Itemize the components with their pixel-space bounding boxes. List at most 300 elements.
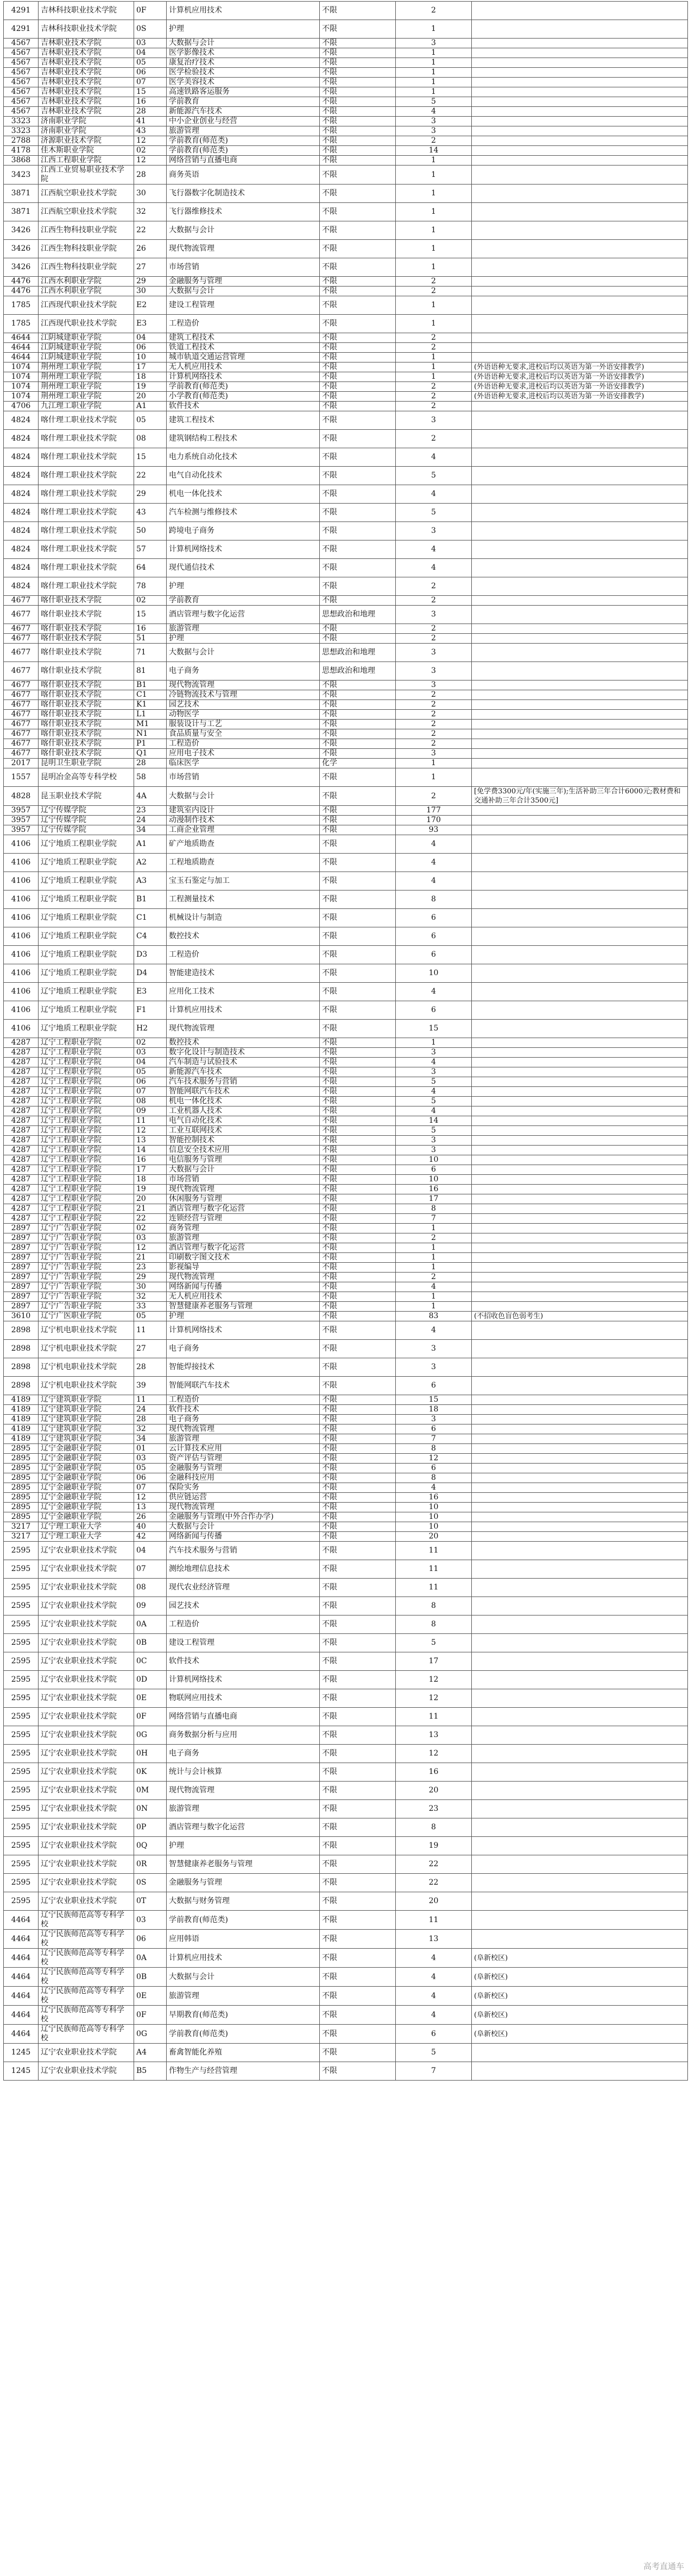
school-name-cell: 辽宁金融职业学院 bbox=[39, 1473, 134, 1483]
major-code-cell: 06 bbox=[134, 343, 167, 353]
subject-requirement-cell: 思想政治和地理 bbox=[320, 644, 396, 662]
major-name-cell: 机械设计与制造 bbox=[167, 909, 320, 927]
major-code-cell: 09 bbox=[134, 1106, 167, 1116]
major-code-cell: 28 bbox=[134, 759, 167, 768]
major-name-cell: 大数据与财务管理 bbox=[167, 1892, 320, 1911]
school-name-cell: 喀什职业技术学院 bbox=[39, 596, 134, 606]
plan-count-cell: 8 bbox=[396, 1615, 472, 1634]
table-row bbox=[4, 559, 688, 577]
remark-cell: (阜新校区) bbox=[472, 2006, 688, 2025]
major-code-cell: 4A bbox=[134, 787, 167, 806]
subject-requirement-cell: 不限 bbox=[320, 1874, 396, 1892]
major-code-cell: E3 bbox=[134, 315, 167, 333]
major-code-cell: 02 bbox=[134, 596, 167, 606]
table-row bbox=[4, 1763, 688, 1782]
major-code-cell: 41 bbox=[134, 117, 167, 126]
school-name-cell: 喀什理工职业技术学院 bbox=[39, 577, 134, 596]
major-name-cell: 电子商务 bbox=[167, 1340, 320, 1358]
school-code-cell: 4464 bbox=[4, 1968, 39, 1987]
school-code-cell: 4824 bbox=[4, 448, 39, 467]
school-code-cell: 2595 bbox=[4, 1597, 39, 1615]
plan-count-cell: 12 bbox=[396, 1454, 472, 1464]
remark-cell bbox=[472, 1377, 688, 1395]
plan-count-cell: 10 bbox=[396, 1175, 472, 1185]
major-name-cell: 冷链物流技术与管理 bbox=[167, 690, 320, 700]
plan-count-cell: 2 bbox=[396, 136, 472, 146]
table-row bbox=[4, 430, 688, 448]
table-row bbox=[4, 662, 688, 680]
major-name-cell: 金融服务与管理(中外合作办学) bbox=[167, 1512, 320, 1522]
major-name-cell: 智能网联汽车技术 bbox=[167, 1087, 320, 1097]
school-code-cell: 2898 bbox=[4, 1377, 39, 1395]
school-code-cell: 4287 bbox=[4, 1048, 39, 1058]
school-code-cell: 1785 bbox=[4, 296, 39, 315]
school-code-cell: 4567 bbox=[4, 48, 39, 58]
table-row bbox=[4, 1175, 688, 1185]
major-code-cell: 08 bbox=[134, 430, 167, 448]
subject-requirement-cell: 不限 bbox=[320, 1048, 396, 1058]
major-code-cell: E3 bbox=[134, 983, 167, 1001]
table-row bbox=[4, 596, 688, 606]
major-code-cell: 57 bbox=[134, 540, 167, 559]
subject-requirement-cell: 不限 bbox=[320, 1503, 396, 1512]
plan-count-cell: 7 bbox=[396, 2062, 472, 2081]
school-code-cell: 4824 bbox=[4, 522, 39, 540]
remark-cell bbox=[472, 1067, 688, 1077]
major-code-cell: 02 bbox=[134, 1038, 167, 1048]
major-code-cell: 28 bbox=[134, 166, 167, 185]
plan-count-cell: 4 bbox=[396, 540, 472, 559]
major-name-cell: 工程造价 bbox=[167, 1395, 320, 1405]
school-name-cell: 辽宁地质工程职业学院 bbox=[39, 1001, 134, 1020]
school-name-cell: 辽宁传媒学院 bbox=[39, 806, 134, 816]
major-code-cell: 05 bbox=[134, 1464, 167, 1473]
plan-count-cell: 4 bbox=[396, 1949, 472, 1968]
subject-requirement-cell: 不限 bbox=[320, 382, 396, 392]
plan-count-cell: 20 bbox=[396, 1782, 472, 1800]
school-code-cell: 4106 bbox=[4, 891, 39, 909]
major-code-cell: 07 bbox=[134, 1087, 167, 1097]
remark-cell bbox=[472, 411, 688, 430]
plan-count-cell: 2 bbox=[396, 729, 472, 739]
table-row bbox=[4, 1597, 688, 1615]
subject-requirement-cell: 不限 bbox=[320, 1968, 396, 1987]
major-code-cell: 58 bbox=[134, 768, 167, 787]
school-code-cell: 4824 bbox=[4, 577, 39, 596]
remark-cell bbox=[472, 806, 688, 816]
remark-cell bbox=[472, 1473, 688, 1483]
remark-cell bbox=[472, 1097, 688, 1106]
school-code-cell: 4287 bbox=[4, 1067, 39, 1077]
subject-requirement-cell: 不限 bbox=[320, 39, 396, 48]
school-name-cell: 辽宁工程职业学院 bbox=[39, 1194, 134, 1204]
major-code-cell: 34 bbox=[134, 825, 167, 835]
plan-count-cell: 170 bbox=[396, 816, 472, 825]
subject-requirement-cell: 不限 bbox=[320, 117, 396, 126]
remark-cell bbox=[472, 126, 688, 136]
major-code-cell: C1 bbox=[134, 690, 167, 700]
school-name-cell: 辽宁工程职业学院 bbox=[39, 1116, 134, 1126]
table-row bbox=[4, 362, 688, 372]
subject-requirement-cell: 不限 bbox=[320, 20, 396, 39]
remark-cell bbox=[472, 1424, 688, 1434]
remark-cell bbox=[472, 1542, 688, 1560]
plan-count-cell: 20 bbox=[396, 1892, 472, 1911]
plan-count-cell: 2 bbox=[396, 739, 472, 749]
plan-count-cell: 3 bbox=[396, 749, 472, 759]
major-code-cell: 21 bbox=[134, 1204, 167, 1214]
subject-requirement-cell: 不限 bbox=[320, 136, 396, 146]
table-row bbox=[4, 448, 688, 467]
plan-count-cell: 2 bbox=[396, 700, 472, 710]
major-name-cell: 无人机应用技术 bbox=[167, 362, 320, 372]
school-code-cell: 4464 bbox=[4, 2025, 39, 2044]
subject-requirement-cell: 不限 bbox=[320, 78, 396, 87]
school-name-cell: 辽宁工程职业学院 bbox=[39, 1097, 134, 1106]
major-name-cell: 建设工程管理 bbox=[167, 296, 320, 315]
school-name-cell: 辽宁农业职业技术学院 bbox=[39, 1560, 134, 1579]
school-name-cell: 荆州理工职业学院 bbox=[39, 372, 134, 382]
table-row bbox=[4, 146, 688, 156]
major-name-cell: 物联网应用技术 bbox=[167, 1689, 320, 1708]
plan-count-cell: 8 bbox=[396, 1818, 472, 1837]
school-code-cell: 2595 bbox=[4, 1874, 39, 1892]
major-code-cell: 22 bbox=[134, 1214, 167, 1224]
subject-requirement-cell: 不限 bbox=[320, 1652, 396, 1671]
major-code-cell: 71 bbox=[134, 644, 167, 662]
major-name-cell: 汽车技术服务与营销 bbox=[167, 1077, 320, 1087]
major-name-cell: 应用化工技术 bbox=[167, 983, 320, 1001]
subject-requirement-cell: 不限 bbox=[320, 1726, 396, 1745]
school-code-cell: 4106 bbox=[4, 946, 39, 964]
school-name-cell: 辽宁广告职业学院 bbox=[39, 1233, 134, 1243]
major-code-cell: 0S bbox=[134, 1874, 167, 1892]
table-row bbox=[4, 68, 688, 78]
table-row bbox=[4, 240, 688, 258]
major-name-cell: 跨境电子商务 bbox=[167, 522, 320, 540]
major-name-cell: 食品质量与安全 bbox=[167, 729, 320, 739]
table-row bbox=[4, 1689, 688, 1708]
plan-count-cell: 1 bbox=[396, 1243, 472, 1253]
remark-cell: (外语语种无要求,进校后均以英语为第一外语安排教学) bbox=[472, 362, 688, 372]
plan-count-cell: 5 bbox=[396, 1126, 472, 1136]
subject-requirement-cell: 不限 bbox=[320, 411, 396, 430]
subject-requirement-cell: 不限 bbox=[320, 909, 396, 927]
subject-requirement-cell: 不限 bbox=[320, 1512, 396, 1522]
major-name-cell: 汽车制造与试验技术 bbox=[167, 1058, 320, 1067]
plan-count-cell: 3 bbox=[396, 117, 472, 126]
school-name-cell: 辽宁民族师范高等专科学校 bbox=[39, 2006, 134, 2025]
school-code-cell: 4824 bbox=[4, 559, 39, 577]
table-row bbox=[4, 1615, 688, 1634]
school-name-cell: 喀什理工职业技术学院 bbox=[39, 485, 134, 504]
major-name-cell: 计算机应用技术 bbox=[167, 2, 320, 20]
subject-requirement-cell: 不限 bbox=[320, 1800, 396, 1818]
remark-cell bbox=[472, 1263, 688, 1273]
major-code-cell: 18 bbox=[134, 372, 167, 382]
table-row bbox=[4, 825, 688, 835]
remark-cell bbox=[472, 1194, 688, 1204]
school-code-cell: 1074 bbox=[4, 392, 39, 402]
remark-cell bbox=[472, 624, 688, 634]
school-name-cell: 辽宁金融职业学院 bbox=[39, 1503, 134, 1512]
subject-requirement-cell: 不限 bbox=[320, 964, 396, 983]
table-row bbox=[4, 97, 688, 107]
remark-cell bbox=[472, 1087, 688, 1097]
school-name-cell: 辽宁工程职业学院 bbox=[39, 1136, 134, 1146]
remark-cell bbox=[472, 97, 688, 107]
major-code-cell: 04 bbox=[134, 1058, 167, 1067]
school-name-cell: 喀什职业技术学院 bbox=[39, 720, 134, 729]
plan-count-cell: 10 bbox=[396, 1503, 472, 1512]
subject-requirement-cell: 不限 bbox=[320, 946, 396, 964]
school-code-cell: 2595 bbox=[4, 1745, 39, 1763]
plan-count-cell: 12 bbox=[396, 1671, 472, 1689]
remark-cell bbox=[472, 1708, 688, 1726]
table-row bbox=[4, 909, 688, 927]
remark-cell bbox=[472, 749, 688, 759]
subject-requirement-cell: 不限 bbox=[320, 1493, 396, 1503]
major-code-cell: A1 bbox=[134, 402, 167, 411]
school-name-cell: 辽宁机电职业技术学院 bbox=[39, 1340, 134, 1358]
subject-requirement-cell: 不限 bbox=[320, 353, 396, 362]
table-row bbox=[4, 1321, 688, 1340]
major-code-cell: 17 bbox=[134, 362, 167, 372]
table-row bbox=[4, 1194, 688, 1204]
remark-cell bbox=[472, 720, 688, 729]
school-name-cell: 辽宁广告职业学院 bbox=[39, 1253, 134, 1263]
table-row bbox=[4, 1800, 688, 1818]
subject-requirement-cell: 不限 bbox=[320, 835, 396, 854]
plan-count-cell: 2 bbox=[396, 287, 472, 296]
major-name-cell: 金融服务与管理 bbox=[167, 1874, 320, 1892]
major-code-cell: C1 bbox=[134, 909, 167, 927]
school-code-cell: 4106 bbox=[4, 1020, 39, 1038]
plan-count-cell: 4 bbox=[396, 1321, 472, 1340]
plan-count-cell: 5 bbox=[396, 97, 472, 107]
subject-requirement-cell: 不限 bbox=[320, 107, 396, 117]
school-code-cell: 2895 bbox=[4, 1512, 39, 1522]
school-code-cell: 2595 bbox=[4, 1579, 39, 1597]
table-row bbox=[4, 634, 688, 644]
plan-count-cell: 177 bbox=[396, 806, 472, 816]
plan-count-cell: 4 bbox=[396, 835, 472, 854]
major-name-cell: 市场营销 bbox=[167, 768, 320, 787]
remark-cell bbox=[472, 835, 688, 854]
subject-requirement-cell: 不限 bbox=[320, 1185, 396, 1194]
remark-cell bbox=[472, 287, 688, 296]
plan-count-cell: 13 bbox=[396, 1726, 472, 1745]
major-code-cell: 16 bbox=[134, 1155, 167, 1165]
subject-requirement-cell: 不限 bbox=[320, 710, 396, 720]
plan-count-cell: 12 bbox=[396, 1689, 472, 1708]
major-name-cell: 机电一体化技术 bbox=[167, 1097, 320, 1106]
plan-count-cell: 2 bbox=[396, 277, 472, 287]
subject-requirement-cell: 不限 bbox=[320, 185, 396, 203]
school-name-cell: 辽宁广告职业学院 bbox=[39, 1273, 134, 1282]
major-name-cell: 园艺技术 bbox=[167, 1597, 320, 1615]
subject-requirement-cell: 不限 bbox=[320, 540, 396, 559]
remark-cell bbox=[472, 343, 688, 353]
remark-cell bbox=[472, 136, 688, 146]
school-code-cell: 2595 bbox=[4, 1671, 39, 1689]
school-code-cell: 4476 bbox=[4, 277, 39, 287]
table-row bbox=[4, 203, 688, 221]
remark-cell bbox=[472, 1136, 688, 1146]
plan-count-cell: 10 bbox=[396, 1512, 472, 1522]
table-row bbox=[4, 1243, 688, 1253]
major-name-cell: 现代农业经济管理 bbox=[167, 1579, 320, 1597]
major-name-cell: 临床医学 bbox=[167, 759, 320, 768]
school-name-cell: 辽宁农业职业技术学院 bbox=[39, 1689, 134, 1708]
plan-count-cell: 4 bbox=[396, 854, 472, 872]
plan-count-cell: 10 bbox=[396, 1522, 472, 1532]
remark-cell bbox=[472, 315, 688, 333]
table-body bbox=[4, 2, 688, 2081]
subject-requirement-cell: 不限 bbox=[320, 1949, 396, 1968]
plan-count-cell: 2 bbox=[396, 1273, 472, 1282]
major-name-cell: 学前教育(师范类) bbox=[167, 136, 320, 146]
major-code-cell: 28 bbox=[134, 1358, 167, 1377]
table-row bbox=[4, 522, 688, 540]
plan-count-cell: 1 bbox=[396, 315, 472, 333]
plan-count-cell: 6 bbox=[396, 1001, 472, 1020]
school-name-cell: 辽宁工程职业学院 bbox=[39, 1087, 134, 1097]
table-row bbox=[4, 333, 688, 343]
school-code-cell: 3426 bbox=[4, 258, 39, 277]
table-row bbox=[4, 2, 688, 20]
major-name-cell: 大数据与会计 bbox=[167, 39, 320, 48]
remark-cell bbox=[472, 2062, 688, 2081]
major-name-cell: 商务管理 bbox=[167, 1224, 320, 1233]
subject-requirement-cell: 不限 bbox=[320, 624, 396, 634]
major-code-cell: 29 bbox=[134, 277, 167, 287]
remark-cell bbox=[472, 1038, 688, 1048]
major-code-cell: 0F bbox=[134, 1708, 167, 1726]
school-code-cell: 2595 bbox=[4, 1782, 39, 1800]
plan-count-cell: 1 bbox=[396, 258, 472, 277]
major-name-cell: 智慧健康养老服务与管理 bbox=[167, 1855, 320, 1874]
school-code-cell: 2595 bbox=[4, 1800, 39, 1818]
table-row bbox=[4, 720, 688, 729]
school-name-cell: 吉林职业技术学院 bbox=[39, 87, 134, 97]
major-code-cell: 26 bbox=[134, 240, 167, 258]
school-name-cell: 江西现代职业技术学院 bbox=[39, 315, 134, 333]
table-row bbox=[4, 2044, 688, 2062]
major-name-cell: 工程造价 bbox=[167, 1615, 320, 1634]
table-row bbox=[4, 1532, 688, 1542]
major-code-cell: 07 bbox=[134, 1560, 167, 1579]
remark-cell bbox=[472, 430, 688, 448]
major-code-cell: 23 bbox=[134, 1263, 167, 1273]
remark-cell bbox=[472, 1434, 688, 1444]
major-code-cell: 27 bbox=[134, 1340, 167, 1358]
plan-count-cell: 6 bbox=[396, 1464, 472, 1473]
school-name-cell: 辽宁农业职业技术学院 bbox=[39, 1745, 134, 1763]
table-row bbox=[4, 48, 688, 58]
major-code-cell: 0F bbox=[134, 2, 167, 20]
table-row bbox=[4, 1358, 688, 1377]
major-name-cell: 工程造价 bbox=[167, 315, 320, 333]
major-code-cell: 78 bbox=[134, 577, 167, 596]
major-name-cell: 汽车技术服务与营销 bbox=[167, 1542, 320, 1560]
plan-count-cell: 1 bbox=[396, 1253, 472, 1263]
plan-count-cell: 6 bbox=[396, 1424, 472, 1434]
school-name-cell: 喀什职业技术学院 bbox=[39, 700, 134, 710]
school-name-cell: 辽宁农业职业技术学院 bbox=[39, 1634, 134, 1652]
school-name-cell: 辽宁广告职业学院 bbox=[39, 1302, 134, 1312]
major-name-cell: 工程地质勘查 bbox=[167, 854, 320, 872]
school-code-cell: 4464 bbox=[4, 1949, 39, 1968]
plan-count-cell: 4 bbox=[396, 1058, 472, 1067]
remark-cell bbox=[472, 1464, 688, 1473]
major-code-cell: H2 bbox=[134, 1020, 167, 1038]
school-name-cell: 江阴城建职业学院 bbox=[39, 333, 134, 343]
major-name-cell: 电气自动化技术 bbox=[167, 1116, 320, 1126]
table-row bbox=[4, 690, 688, 700]
plan-count-cell: 6 bbox=[396, 2025, 472, 2044]
subject-requirement-cell: 不限 bbox=[320, 1911, 396, 1930]
subject-requirement-cell: 不限 bbox=[320, 1058, 396, 1067]
subject-requirement-cell: 不限 bbox=[320, 203, 396, 221]
subject-requirement-cell: 不限 bbox=[320, 58, 396, 68]
school-name-cell: 辽宁广告职业学院 bbox=[39, 1263, 134, 1273]
school-code-cell: 4567 bbox=[4, 87, 39, 97]
school-name-cell: 辽宁地质工程职业学院 bbox=[39, 891, 134, 909]
major-code-cell: 0P bbox=[134, 1818, 167, 1837]
table-row bbox=[4, 1204, 688, 1214]
plan-count-cell: 2 bbox=[396, 402, 472, 411]
table-row bbox=[4, 1165, 688, 1175]
remark-cell bbox=[472, 739, 688, 749]
plan-count-cell: 2 bbox=[396, 382, 472, 392]
school-name-cell: 辽宁地质工程职业学院 bbox=[39, 983, 134, 1001]
school-code-cell: 2898 bbox=[4, 1358, 39, 1377]
major-name-cell: 作物生产与经营管理 bbox=[167, 2062, 320, 2081]
plan-count-cell: 4 bbox=[396, 1968, 472, 1987]
school-name-cell: 济源职业技术学院 bbox=[39, 136, 134, 146]
table-row bbox=[4, 39, 688, 48]
table-row bbox=[4, 20, 688, 39]
school-code-cell: 3323 bbox=[4, 117, 39, 126]
major-name-cell: 市场营销 bbox=[167, 1175, 320, 1185]
school-name-cell: 辽宁工程职业学院 bbox=[39, 1146, 134, 1155]
table-row bbox=[4, 872, 688, 891]
remark-cell bbox=[472, 117, 688, 126]
major-name-cell: 数字化设计与制造技术 bbox=[167, 1048, 320, 1058]
table-row bbox=[4, 927, 688, 946]
major-name-cell: 软件技术 bbox=[167, 1405, 320, 1415]
remark-cell bbox=[472, 1058, 688, 1067]
school-name-cell: 江阴城建职业学院 bbox=[39, 343, 134, 353]
plan-count-cell: 1 bbox=[396, 353, 472, 362]
school-code-cell: 2595 bbox=[4, 1542, 39, 1560]
school-code-cell: 4106 bbox=[4, 835, 39, 854]
major-code-cell: 0R bbox=[134, 1855, 167, 1874]
major-code-cell: 43 bbox=[134, 126, 167, 136]
plan-count-cell: 3 bbox=[396, 662, 472, 680]
school-code-cell: 4106 bbox=[4, 909, 39, 927]
major-code-cell: 20 bbox=[134, 392, 167, 402]
table-row bbox=[4, 1253, 688, 1263]
major-code-cell: L1 bbox=[134, 710, 167, 720]
major-name-cell: 电信服务与管理 bbox=[167, 1155, 320, 1165]
subject-requirement-cell: 不限 bbox=[320, 1542, 396, 1560]
plan-count-cell: 1 bbox=[396, 1302, 472, 1312]
remark-cell bbox=[472, 166, 688, 185]
major-name-cell: 铁道工程技术 bbox=[167, 343, 320, 353]
table-row bbox=[4, 1855, 688, 1874]
